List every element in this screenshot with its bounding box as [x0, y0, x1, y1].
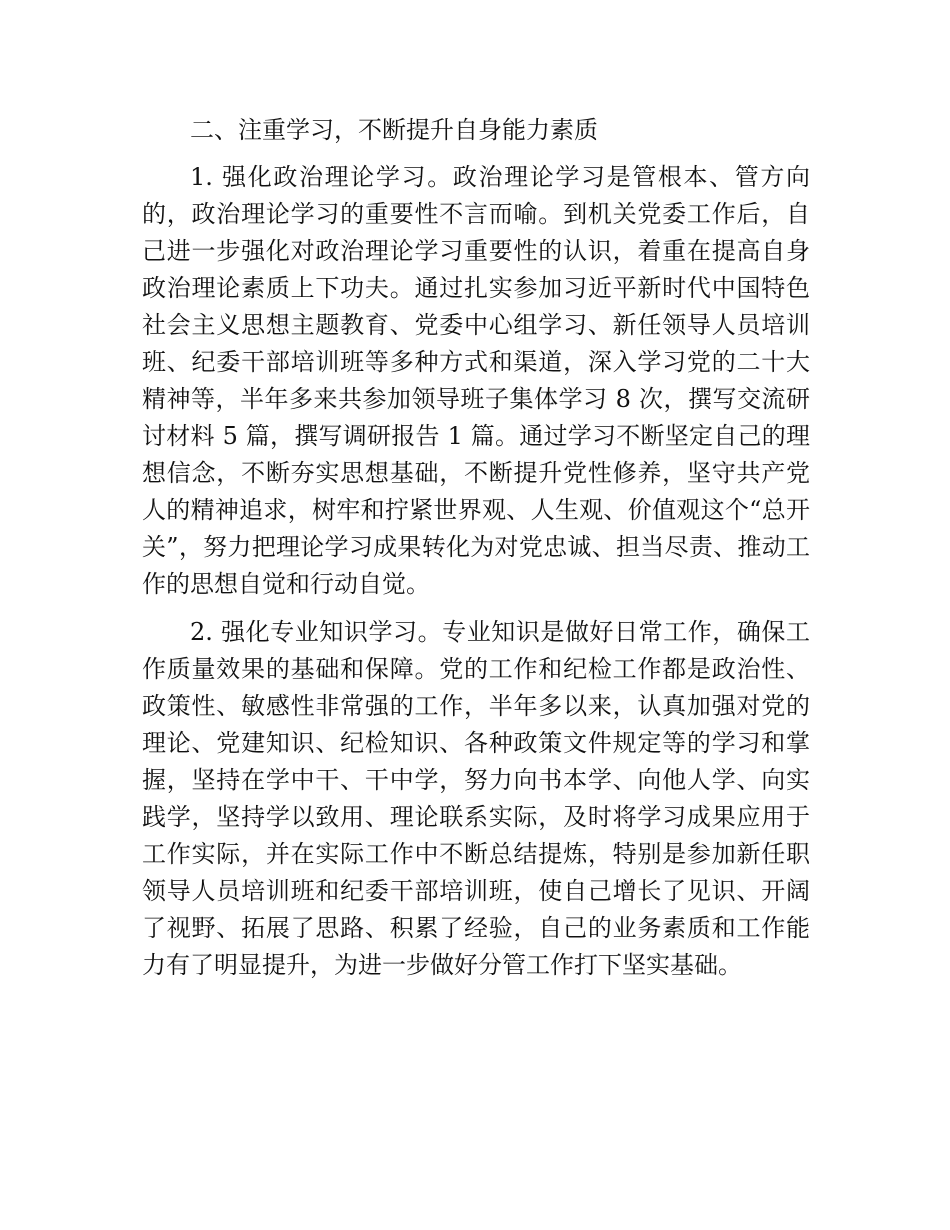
paragraph-political-theory: 1. 强化政治理论学习。政治理论学习是管根本、管方向的，政治理论学习的重要性不言而喻。到机关党委工作后，自己进一步强化对政治理论学习重要性的认识，着重在提高自身政治理论素质上下功夫。通过扎实参加习近平新时代中国特色社会主义思想主题教育、党委中心组学习、新任领导人员培训班、纪委干部培训班等多种方式和渠道，深入学习党的二十大精神等，半年多来共参加领导班子集体学习 8 次，撰写交流研讨材料 5 篇，撰写调研报告 1 篇。通过学习不断坚定自己的理想信念，不断夯实思想基础，不断提升党性修养，坚守共产党人的精神追求，树牢和拧紧世界观、人生观、价值观这个“总开关”，努力把理论学习成果转化为对党忠诚、担当尽责、推动工作的思想自觉和行动自觉。: [142, 163, 810, 598]
paragraph-professional-knowledge: 2. 强化专业知识学习。专业知识是做好日常工作，确保工作质量效果的基础和保障。党的工作和纪检工作都是政治性、政策性、敏感性非常强的工作，半年多以来，认真加强对党的理论、党建知识、纪检知识、各种政策文件规定等的学习和掌握，坚持在学中干、干中学，努力向书本学、向他人学、向实践学，坚持学以致用、理论联系实际，及时将学习成果应用于工作实际，并在实际工作中不断总结提炼，特别是参加新任职领导人员培训班和纪委干部培训班，使自己增长了见识、开阔了视野、拓展了思路、积累了经验，自己的业务素质和工作能力有了明显提升，为进一步做好分管工作打下坚实基础。: [142, 618, 810, 979]
section-heading: 二、注重学习，不断提升自身能力素质: [190, 116, 598, 144]
document-body: [142, 112, 810, 984]
